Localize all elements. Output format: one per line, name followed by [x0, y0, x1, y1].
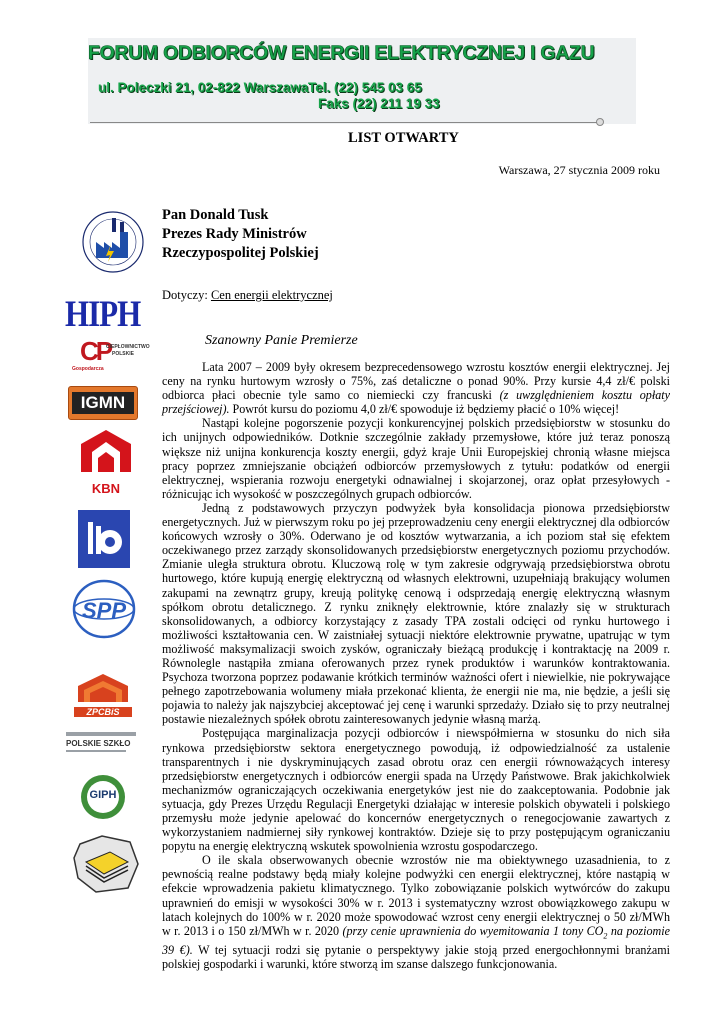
subject-line — [162, 288, 333, 303]
addressee-country: Rzeczypospolitej Polskiej — [162, 245, 319, 261]
giph-logo: GIPH — [80, 774, 126, 820]
paragraph: Jedną z podstawowych przyczyn podwyżek była konsolidacja pionowa przedsiębiorstw energetycznych. Już w pierwszym roku po jej przeprowadzeniu ceny energii elektrycznej dla odbiorców końcowych wzrosły o 30%. Oderwano je od kosztów wytwarzania, a ich poziom stał się efektem oczekiwanego przez zarządy skonsolidowanych przedsiębiorstw energetycznych poziomu przychodów. Zmianie uległa struktura obrotu. Kluczową rolę w tym zakresie odgrywają przedsiębiorstwa obrotu hurtowego, które kupują energię elektryczną od własnych elektrowni, uzupełniają brakujący wolumen zakupami na zewnątrz grupy, kreują politykę cenową i odsprzedają energię elektryczną własnym spółkom obrotu detalicznego. Z rynku zniknęły elektrownie, które znalazły się w strukturach skonsolidowanych, a odbiorcy korzystający z zasady TPA zostali odcięci od rynku hurtowego i możliwości kształtowania cen. W zaistniałej sytuacji niektóre elektrownie prywatne, upatrując w tym możliwość maksymalizacji swoich zysków, ograniczały bieżącą produkcję i kontraktację na 2009 r. Równolegle nastąpiła zmiana oferowanych przez rynek produktów i warunków kontraktowania. Psychoza tworzona poprzez podawanie krótkich terminów ważności ofert i niewielkie, nie pokrywające pełnego zapotrzebowania wolumeny miała przekonać klienta, że energii nie ma, nie będzie, a jeśli się pojawia to należy jak najszybciej akceptować jej cenę i warunki sprzedaży. Działo się to przy neutralnej postawie niezależnych spółek obrotu zainteresowanych jedynie własną marżą. — [162, 500, 670, 727]
energy-industry-logo — [82, 200, 144, 286]
letterhead-rule-ornament — [596, 118, 604, 126]
polish-heating-logo: CP CIEPŁOWNICTWO POLSKIE Gospodarcza — [72, 336, 150, 372]
paragraph-text: O ile skala obserwowanych obecnie wzrostów nie ma obiektywnego uzasadnienia, to z pewnością realne podstawy będą miały kolejne podwyżki cen energii elektrycznej, które nastąpią w efekcie wprowadzenia pakietu klimatycznego. Tylko zobowiązanie polskich wytwórców do zakupu uprawnień do emisji w wysokości 30% w r. 2013 i systematyczny wzrost obowiązkowego zakupu w latach kolejnych do 100% w r. 2020 może spowodować wzrost ceny energii elektrycznej o 50 zł/MWh w r. 2013 i o 150 zł/MWh w r. 2020 — [162, 853, 670, 938]
kbn-logo: KBN — [76, 428, 136, 494]
paragraph-text: Powrót kursu do poziomu 4,0 zł/€ spowoduje iż będziemy płacić o 10% więcej! — [229, 402, 620, 417]
greeting: Szanowny Panie Premierze — [205, 333, 358, 348]
paragraph-note: (przy cenie uprawnienia do wyemitowania 1 tony $CO_2$ na poziomie 39 €). — [162, 923, 670, 958]
paragraph: Postępująca marginalizacja pozycji odbiorców i niewspółmierna w stosunku do nich siła rynkowa przedsiębiorstw sektora energetycznego powodują, iż odpowiedzialność za ustalenie transparentnych i nie dyskryminujących zasad obrotu oraz cen energii równoważących interesy przedsiębiorstw energetycznych i odbiorców energii spada na Urzędy Państwowe. Brak jakichkolwiek mechanizmów ograniczających oczekiwania energetyków jest nie do zaakceptowania. Podobnie jak sytuacja, gdy Prezes Urzędu Regulacji Energetyki działając w interesie polskich obywateli i polskiego przemysłu może jedynie apelować do koncernów energetycznych o renegocjowanie zawartych z wykorzystaniem nadmiernej siły rynkowej kontraktów. Dzieje się to przy postępującym ograniczaniu popytu na energię elektryczną wskutek spowolnienia wzrostu gospodarczego. — [162, 726, 670, 854]
organization-fax: Faks (22) 211 19 33 — [318, 96, 440, 111]
document-date: Warszawa, 27 stycznia 2009 roku — [498, 163, 660, 177]
igmn-logo: IGMN — [68, 386, 138, 420]
spp-logo: SPP — [70, 578, 138, 640]
subject-value: Cen energii elektrycznej — [210, 288, 333, 302]
organization-phone: Tel. (22) 545 03 65 — [308, 80, 422, 95]
paragraph-text: Lata 2007 – 2009 były okresem bezprecedensowego wzrostu kosztów energii elektrycznej. Jej ceny na rynku hurtowym wzrosły o 75%, zaś detaliczne o ponad 90%. Przy kursie 4,4 zł/€ polski odbiorca płaci obecnie tyle samo co niemiecki czy francuski — [162, 360, 670, 403]
paragraph-note: (z uwzględnieniem kosztu opłaty przejściowej). — [162, 388, 670, 417]
paragraph — [162, 360, 670, 416]
zpcbis-logo: ZPCBiS — [74, 672, 132, 714]
letterhead-rule — [90, 122, 598, 123]
organization-address: ul. Poleczki 21, 02-822 Warszawa — [98, 80, 309, 95]
organization-name: FORUM ODBIORCÓW ENERGII ELEKTRYCZNEJ I GAZU — [88, 42, 595, 64]
hiph-logo: HIPH — [65, 292, 141, 335]
document-title: LIST OTWARTY — [348, 130, 459, 146]
subject-label: Dotyczy: — [162, 288, 208, 302]
paragraph — [162, 853, 670, 971]
paper-industry-logo — [72, 834, 142, 894]
paragraph-text: W tej sytuacji rodzi się pytanie o perspektywy jakie stoją przed energochłonnymi branżami polskiej gospodarki i warunki, które stworzą im szanse dalszego funkcjonowania. — [162, 943, 670, 972]
addressee-role: Prezes Rady Ministrów — [162, 226, 307, 242]
chamber-logo — [78, 510, 130, 568]
letter-body — [162, 360, 670, 971]
addressee-block — [162, 206, 319, 263]
paragraph: Nastąpi kolejne pogorszenie pozycji konkurencyjnej polskich przedsiębiorstw w stosunku do ich unijnych odpowiedników. Dotknie szczególnie zakłady przemysłowe, które już teraz ponoszą większe niż unijna konkurencja koszty energii, gdyż kraje Unii Europejskiej chronią własne miejsca pracy poprzez zmniejszanie obciążeń odbiorców przemysłowych z tytułu: podatków od energii elektrycznej, wspierania rozwoju energetyki odnawialnej i skojarzonej, oraz opłat przesyłowych - różnicując ich wysokość w poszczególnych grupach odbiorców. — [162, 416, 670, 501]
polish-glass-logo: POLSKIE SZKŁO — [66, 732, 146, 762]
addressee-name: Pan Donald Tusk — [162, 207, 269, 223]
